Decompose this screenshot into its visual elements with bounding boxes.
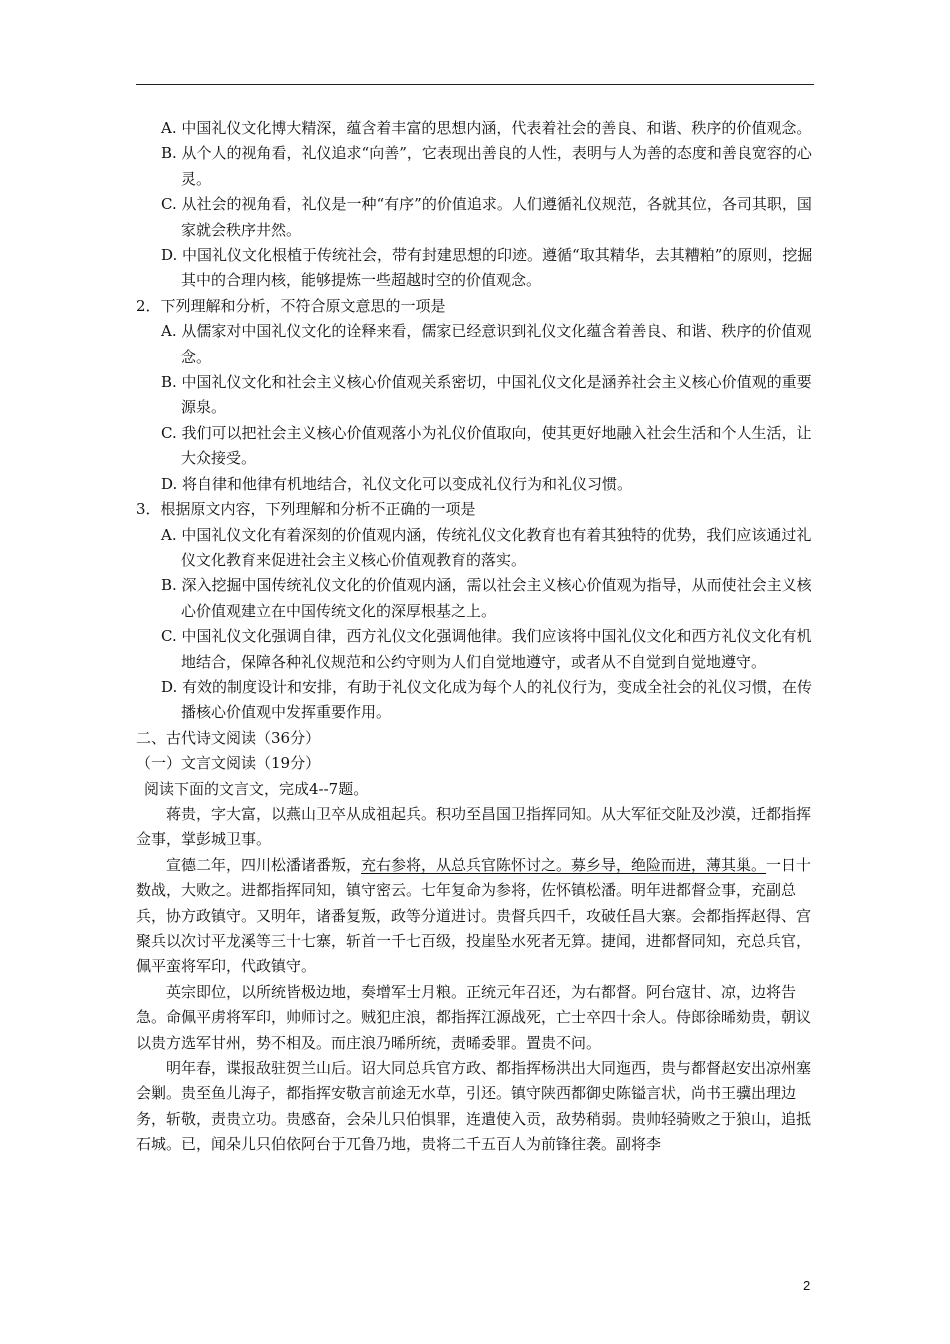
q2-option-a: A. 从儒家对中国礼仪文化的诠释来看，儒家已经意识到礼仪文化蕴含着善良、和谐、秩序的价值观念。 [161,322,812,366]
subsection-heading: （一）文言文阅读（19分） [136,754,321,773]
section-heading: 二、古代诗文阅读（36分） [136,728,321,747]
q3-option-d: D. 有效的制度设计和安排，有助于礼仪文化成为每个人的礼仪行为，变成全社会的礼仪习惯，在传播核心价值观中发挥重要作用。 [161,677,813,722]
q1-option-a: A. 中国礼仪文化博大精深，蕴含着丰富的思想内涵，代表着社会的善良、和谐、秩序的价值观念。 [161,119,812,137]
underlined-sentence: 充右参将，从总兵官陈怀讨之。募乡导，绝险而进，薄其巢。 [361,855,767,874]
passage-paragraph-4: 明年春，谍报敌驻贺兰山后。诏大同总兵官方政、都指挥杨洪出大同迤西，贵与都督赵安出凉州塞会剿。贵至鱼儿海子，都指挥安敬言前途无水草，引还。镇守陕西都御史陈镒言状，尚书王骥出理边务，斩敬，责贵立功。贵感奋，会朵儿只伯惧罪，连遣使入贡，敌势稍弱。贵帅轻骑败之于狼山，追抵石城。已，闻朵儿只伯依阿台于兀鲁乃地，贵将二千五百人为前锋往袭。副将李 [136,1059,812,1154]
passage-p2-after: 一日十数战，大败之。进都指挥同知，镇守密云。七年复命为参将，佐怀镇松潘。明年进都督佥事，充副总兵，协方政镇守。又明年，诸番复叛，政等分道进讨。贵督兵四千，攻破任昌大寨。会都指挥赵得、宫聚兵以次讨平龙溪等三十七寨，斩首一千七百级，投崖坠水死者无算。捷闻，进都督同知，充总兵官，佩平蛮将军印，代政镇守。 [136,855,812,976]
q3-option-c: C. 中国礼仪文化强调自律，西方礼仪文化强调他律。我们应该将中国礼仪文化和西方礼仪文化有机地结合，保障各种礼仪规范和公约守则为人们自觉地遵守，或者从不自觉到自觉地遵守。 [161,627,812,671]
passage-paragraph-1: 蒋贵，字大富，以燕山卫卒从成祖起兵。积功至昌国卫指挥同知。从大军征交阯及沙漠，迁都指挥佥事，掌彭城卫事。 [136,804,812,849]
q3-option-a: A. 中国礼仪文化有着深刻的价值观内涵，传统礼仪文化教育也有着其独特的优势，我们应该通过礼仪文化教育来促进社会主义核心价值观教育的落实。 [161,525,812,569]
q2-option-c: C. 我们可以把社会主义核心价值观落小为礼仪价值取向，使其更好地融入社会生活和个人生活，让大众接受。 [161,423,812,468]
q1-option-b: B. 从个人的视角看，礼仪追求“向善”，它表现出善良的人性，表明与人为善的态度和善良宽容的心灵。 [161,144,812,188]
q2-option-b: B. 中国礼仪文化和社会主义核心价值观关系密切，中国礼仪文化是涵养社会主义核心价值观的重要源泉。 [161,373,812,417]
q1-option-c: C. 从社会的视角看，礼仪是一种“有序”的价值追求。人们遵循礼仪规范，各就其位，各司其职，国家就会秩序井然。 [161,195,812,239]
header-rule [136,84,814,85]
q1-option-d: D. 中国礼仪文化根植于传统社会，带有封建思想的印迹。遵循“取其精华，去其糟粕”的原则，挖掘其中的合理内核，能够提炼一些超越时空的价值观念。 [161,246,813,290]
q2-option-d: D. 将自律和他律有机地结合，礼仪文化可以变成礼仪行为和礼仪习惯。 [161,474,633,493]
passage-paragraph-2 [136,853,816,980]
q3-stem: 3．根据原文内容，下列理解和分析不正确的一项是 [136,500,476,519]
passage-paragraph-3: 英宗即位，以所统皆极边地，奏增军士月粮。正统元年召还，为右都督。阿台寇甘、凉，边将告急。命佩平虏将军印，帅师讨之。贼犯庄浪，都指挥江源战死，亡士卒四十余人。侍郎徐晞劾贵，朝议以贵方选军甘州，势不相及。而庄浪乃晞所统，责晞委罪。置贵不问。 [136,982,812,1052]
passage-p2-before: 宣德二年，四川松潘诸番叛， [166,855,362,874]
reading-instruction: 阅读下面的文言文，完成4--7题。 [144,779,369,798]
page-number: 2 [803,1278,811,1293]
q3-option-b: B. 深入挖掘中国传统礼仪文化的价值观内涵，需以社会主义核心价值观为指导，从而使社会主义核心价值观建立在中国传统文化的深厚根基之上。 [161,576,812,620]
page-content [136,116,816,1158]
q2-stem: 2．下列理解和分析，不符合原文意思的一项是 [136,296,446,315]
